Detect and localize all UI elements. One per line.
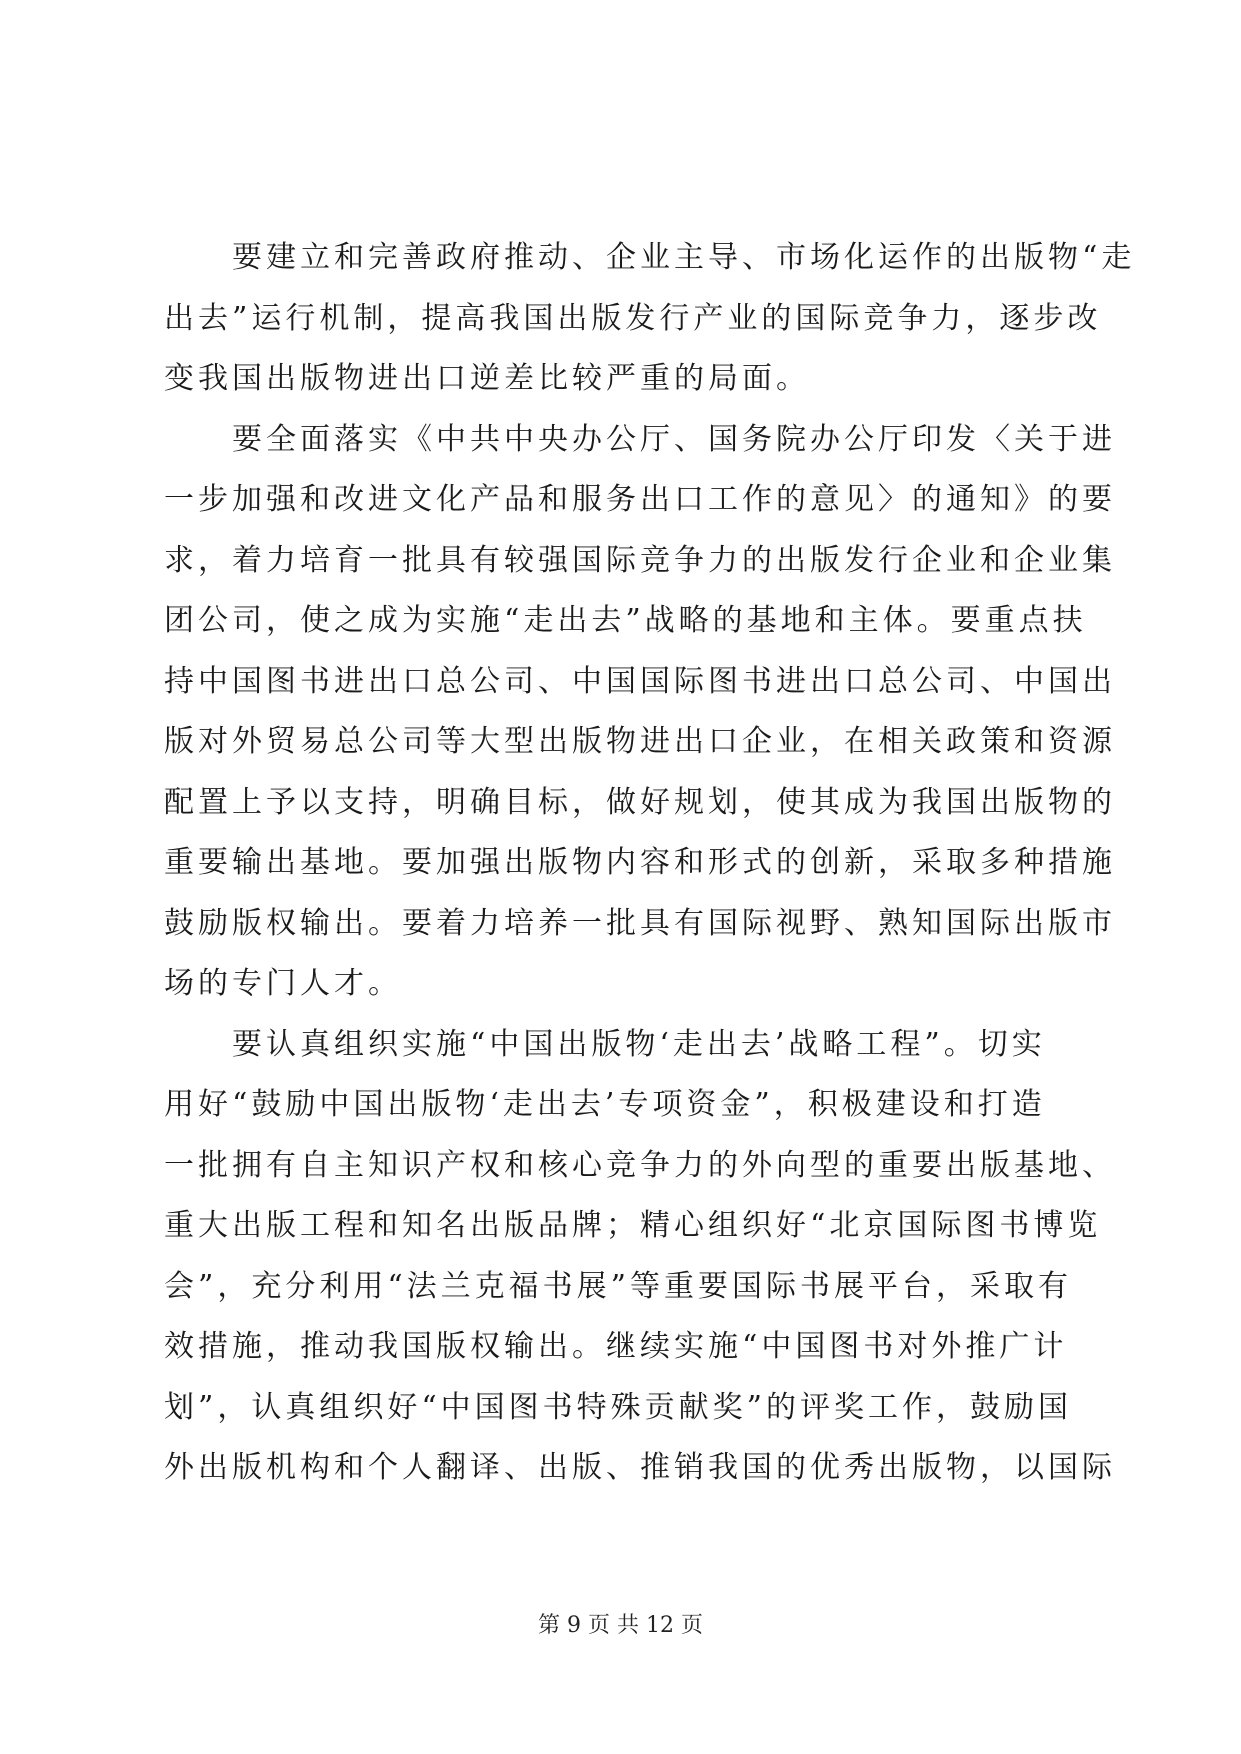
document-body — [164, 228, 1136, 1499]
text-line: 团公司，使之成为实施“走出去”战略的基地和主体。要重点扶 — [164, 603, 1087, 638]
text-line: 要认真组织实施“中国出版物‘走出去’战略工程”。切实 — [232, 1026, 1046, 1062]
text-line: 划”，认真组织好“中国图书特殊贡献奖”的评奖工作，鼓励国 — [164, 1389, 1073, 1425]
text-line: 版对外贸易总公司等大型出版物进出口企业，在相关政策和资源 — [164, 724, 1116, 759]
text-line: 一批拥有自主知识产权和核心竞争力的外向型的重要出版基地、 — [164, 1147, 1116, 1183]
text-line: 出去”运行机制，提高我国出版发行产业的国际竞争力，逐步改 — [164, 300, 1102, 336]
text-line: 变我国出版物进出口逆差比较严重的局面。 — [164, 361, 810, 396]
text-line: 效措施，推动我国版权输出。继续实施“中国图书对外推广计 — [164, 1329, 1068, 1364]
text-line: 求，着力培育一批具有较强国际竞争力的出版发行企业和企业集 — [164, 542, 1116, 578]
text-line: 外出版机构和个人翻译、出版、推销我国的优秀出版物，以国际 — [164, 1450, 1116, 1485]
page-number-footer: 第 9 页 共 12 页 — [538, 1613, 703, 1638]
text-line: 要全面落实《中共中央办公厅、国务院办公厅印发〈关于进 — [232, 421, 1116, 457]
text-line: 持中国图书进出口总公司、中国国际图书进出口总公司、中国出 — [164, 663, 1116, 699]
text-line: 一步加强和改进文化产品和服务出口工作的意见〉的通知》的要 — [164, 482, 1116, 517]
text-line: 重要输出基地。要加强出版物内容和形式的创新，采取多种措施 — [164, 845, 1116, 880]
text-line: 重大出版工程和知名出版品牌；精心组织好“北京国际图书博览 — [164, 1208, 1102, 1243]
text-line: 要建立和完善政府推动、企业主导、市场化运作的出版物“走 — [232, 240, 1136, 275]
text-line: 配置上予以支持，明确目标，做好规划，使其成为我国出版物的 — [164, 784, 1116, 820]
text-line: 用好“鼓励中国出版物‘走出去’专项资金”，积极建设和打造 — [164, 1087, 1046, 1122]
text-line: 鼓励版权输出。要着力培养一批具有国际视野、熟知国际出版市 — [164, 905, 1116, 941]
text-line: 场的专门人才。 — [164, 966, 402, 1001]
text-line: 会”，充分利用“法兰克福书展”等重要国际书展平台，采取有 — [164, 1268, 1073, 1304]
